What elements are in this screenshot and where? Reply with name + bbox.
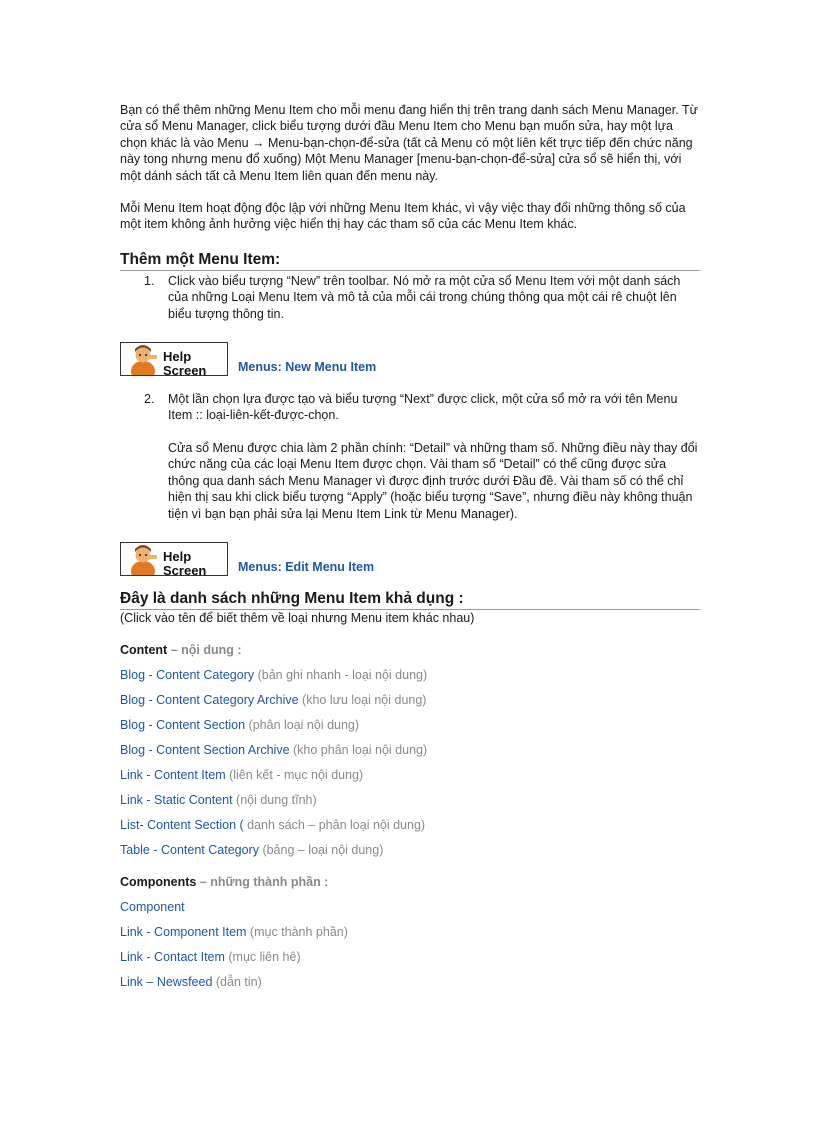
- svg-text:Screen: Screen: [163, 363, 207, 378]
- section-heading-available-items: Đây là danh sách những Menu Item khả dụng :: [120, 590, 700, 610]
- help-screen-icon[interactable]: [120, 542, 228, 576]
- list-item: Link - Component Item (mục thành phần): [120, 925, 348, 940]
- menu-item-link[interactable]: Link - Content Item: [120, 768, 226, 783]
- list-item: Blog - Content Category (bản ghi nhanh - loại nội dung): [120, 668, 428, 683]
- help-screen-block-1: [120, 342, 700, 376]
- menu-item-link[interactable]: Blog - Content Section Archive: [120, 743, 290, 758]
- menu-item-link[interactable]: Table - Content Category: [120, 843, 259, 858]
- help-screen-block-2: [120, 542, 700, 576]
- components-category-heading: Components – những thành phần :: [120, 875, 329, 890]
- list-item: Link - Content Item (liên kết - mục nội dung): [120, 768, 364, 783]
- menu-item-link[interactable]: Link - Contact Item: [120, 950, 225, 965]
- section-note: (Click vào tên để biết thêm về loại nhưng Menu item khác nhau): [120, 610, 475, 625]
- step-1-text: Click vào biểu tượng “New” trên toolbar. Nó mở ra một cửa sổ Menu Item với một danh sách của những Loại Menu Item và mô tả của mỗi cái trong chúng thông qua một cái rê chuột lên biểu tượng thông tin.: [168, 273, 681, 321]
- list-item: Table - Content Category (bảng – loại nội dung): [120, 843, 384, 858]
- menu-item-link[interactable]: Blog - Content Section: [120, 718, 246, 733]
- list-item: Link – Newsfeed (dẫn tin): [120, 975, 262, 990]
- list-item: Link - Static Content (nội dung tĩnh): [120, 793, 317, 808]
- help-link-new-menu-item[interactable]: Menus: New Menu Item: [238, 360, 377, 375]
- list-item: [120, 899, 700, 915]
- step-2-number: 2.: [144, 392, 155, 407]
- svg-text:Screen: Screen: [163, 562, 207, 577]
- step-2: [120, 391, 700, 424]
- intro-paragraph-2: Mỗi Menu Item hoạt động độc lập với những Menu Item khác, vì vậy việc thay đổi những thông số của một item không ảnh hưởng việc hiển thị hay các tham số của các Menu Item khác.: [120, 201, 686, 232]
- document-page: [120, 102, 700, 990]
- menu-item-link[interactable]: Link – Newsfeed: [120, 975, 213, 990]
- svg-text:Help: Help: [163, 349, 192, 365]
- content-category-heading: Content – nội dung :: [120, 643, 242, 658]
- help-link-edit-menu-item[interactable]: Menus: Edit Menu Item: [238, 559, 375, 574]
- menu-item-link[interactable]: List- Content Section (: [120, 818, 244, 833]
- menu-item-link[interactable]: Blog - Content Category Archive: [120, 693, 299, 708]
- menu-item-link[interactable]: Blog - Content Category: [120, 668, 255, 683]
- list-item: List- Content Section ( danh sách – phân loại nội dung): [120, 818, 426, 833]
- list-item: Blog - Content Section Archive (kho phân loại nội dung): [120, 743, 428, 758]
- component-item-list: [120, 890, 700, 990]
- list-item: Blog - Content Section (phân loại nội dung): [120, 718, 360, 733]
- list-item: Link - Contact Item (mục liên hê): [120, 950, 301, 965]
- section-heading-add-menu-item: Thêm một Menu Item:: [120, 251, 700, 271]
- list-item: Blog - Content Category Archive (kho lưu loại nội dung): [120, 693, 427, 708]
- content-item-list: [120, 658, 700, 858]
- menu-item-link[interactable]: Link - Component Item: [120, 925, 247, 940]
- intro-paragraph-1: Bạn có thể thêm những Menu Item cho mỗi menu đang hiển thị trên trang danh sách Menu Manager. Từ cửa sổ Menu Manager, click biểu tượng dưới đầu Menu Item cho Menu bạn muốn sửa, hay một lựa chọn khác là vào Menu → Menu-bạn-chọn-để-sửa (tất cả Menu có một liên kết trực tiếp đến chức năng này tong nhưng menu đổ xuống) Một Menu Manager [menu-bạn-chọn-để-sửa] cửa sổ sẽ hiển thị, với một dánh sách tất cả Menu Item liên quan đến menu này.: [120, 103, 698, 183]
- step-1-number: 1.: [144, 273, 155, 288]
- menu-item-link[interactable]: Component: [120, 900, 185, 915]
- step-1: [120, 273, 700, 322]
- step-2-detail: Cửa sổ Menu được chia làm 2 phần chính: “Detail” và những tham số. Những điều này thay đổi chức năng của các loại Menu Item được chọn. Vài tham số “Detail” có thể cũng được sửa thông qua danh sách Menu Manager vì được định trước dưới Đầu đề. Vài tham số có thể chỉ hiện thị sau khi click biểu tượng “Apply” (hoặc biểu tượng “Save”, nhưng điều này không thuận tiện vì bạn bạn phải sửa lại Menu Item Link từ Menu Manager).: [168, 440, 698, 521]
- svg-text:Help: Help: [163, 548, 192, 564]
- help-screen-icon[interactable]: [120, 342, 228, 376]
- menu-item-link[interactable]: Link - Static Content: [120, 793, 233, 808]
- step-2-text: Một lần chọn lựa được tạo và biểu tượng “Next” được click, một cửa sổ mở ra với tên Menu Item :: loại-liên-kết-được-chọn.: [168, 392, 678, 423]
